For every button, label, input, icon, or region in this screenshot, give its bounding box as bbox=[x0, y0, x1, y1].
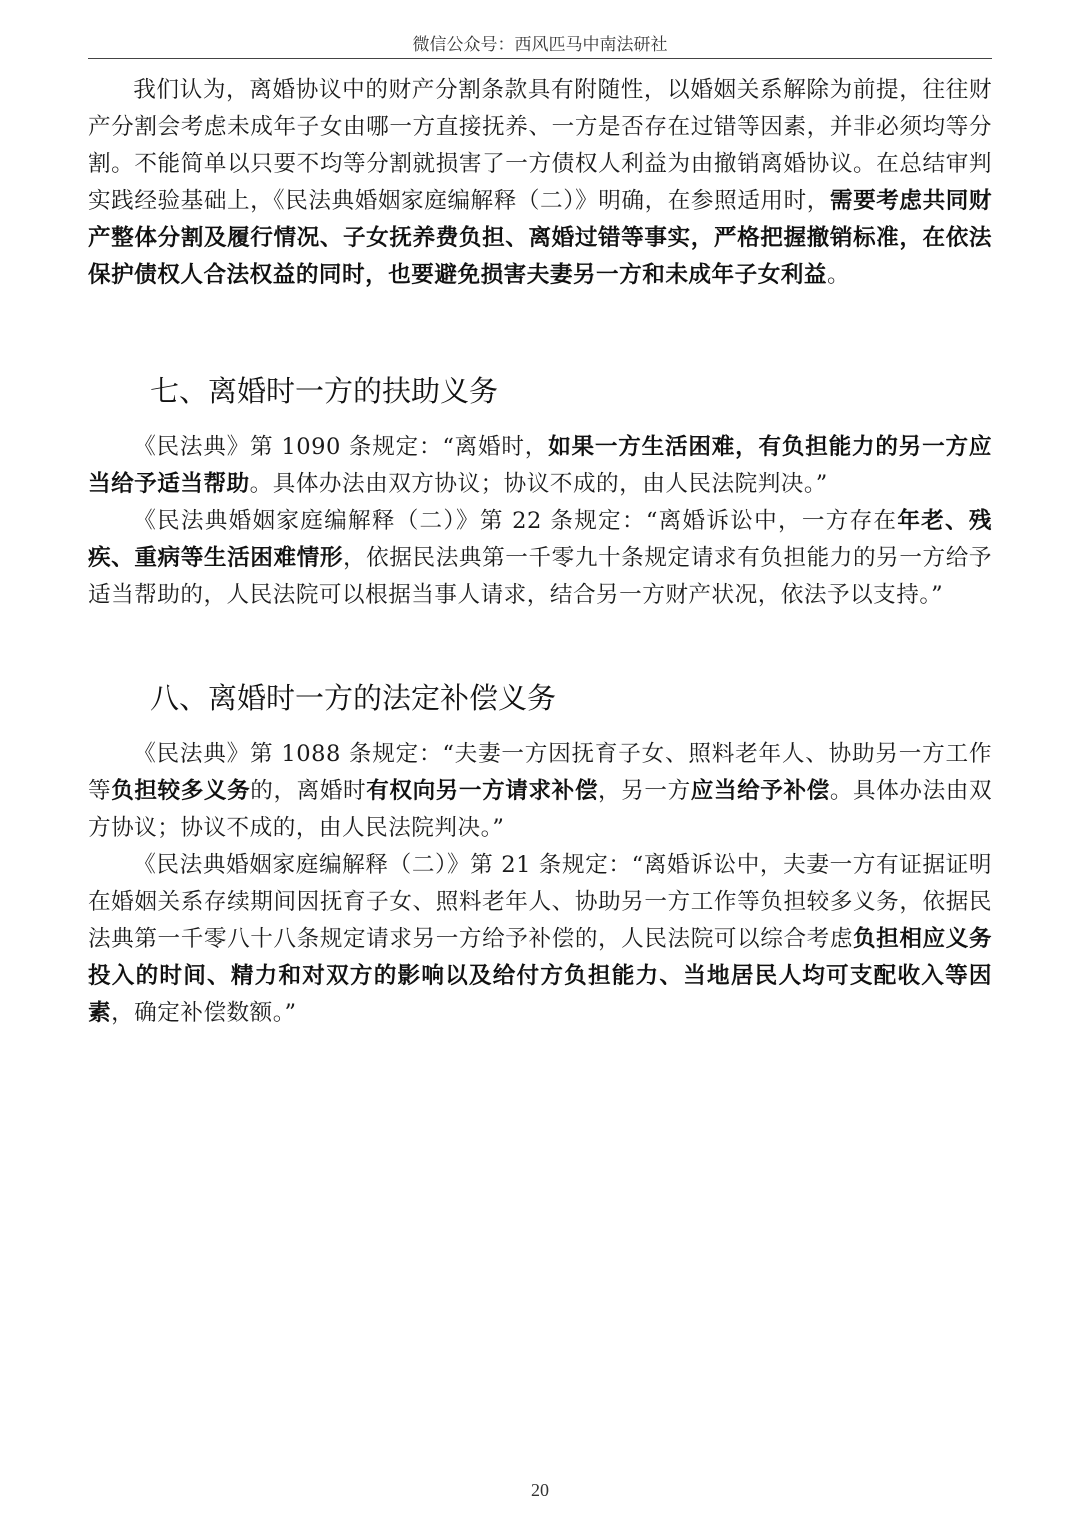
paragraph-text: 《民法典》第 1090 条规定：“离婚时， bbox=[133, 434, 549, 460]
paragraph-text: 《民法典婚姻家庭编解释（二）》第 22 条规定：“离婚诉讼中，一方存在 bbox=[133, 508, 898, 534]
paragraph-text: 。具体办法由双方协议；协议不成的，由人民法院判决。” bbox=[249, 471, 828, 497]
emphasis-text: 负担相应义务投入的时间、精力和对双方的影响以及给付方负担能力、当地居民人均可支配收入等因素 bbox=[88, 926, 993, 1026]
page-number: 20 bbox=[531, 1480, 549, 1500]
paragraph-text: ，依据民法典第一千零九十条规定请求有负担能力的另一方给予适当帮助的，人民法院可以根据当事人请求，结合另一方财产状况，依法予以支持。” bbox=[88, 545, 993, 608]
paragraph-interpretation-article-22 bbox=[88, 503, 992, 614]
emphasis-text: 如果一方生活困难，有负担能力的另一方应当给予适当帮助 bbox=[88, 434, 993, 497]
section-heading-7: 七、离婚时一方的扶助义务 bbox=[150, 374, 499, 408]
emphasis-text: 需要考虑共同财产整体分割及履行情况、子女抚养费负担、离婚过错等事实，严格把握撤销标准，在依法保护债权人合法权益的同时，也要避免损害夫妻另一方和未成年子女利益 bbox=[88, 188, 993, 288]
header-divider bbox=[88, 58, 992, 59]
paragraph-civil-code-1088 bbox=[88, 736, 992, 847]
paragraph-text: 《民法典》第 1088 条规定：“夫妻一方因抚育子女、照料老年人、协助另一方工作等 bbox=[88, 741, 992, 804]
paragraph-text: 的，离婚时 bbox=[250, 778, 367, 804]
paragraph-text: 《民法典婚姻家庭编解释（二）》第 21 条规定：“离婚诉讼中，夫妻一方有证据证明在婚姻关系存续期间因抚育子女、照料老年人、协助另一方工作等负担较多义务，依据民法典第一千零八十八条规定请求另一方给予补偿的，人民法院可以综合考虑 bbox=[88, 852, 992, 952]
paragraph-text: ，确定补偿数额。” bbox=[111, 1000, 297, 1026]
paragraph-text: ，另一方 bbox=[598, 778, 691, 804]
section-heading-8: 八、离婚时一方的法定补偿义务 bbox=[150, 681, 557, 715]
paragraph-text: 我们认为，离婚协议中的财产分割条款具有附随性，以婚姻关系解除为前提，往往财产分割会考虑未成年子女由哪一方直接抚养、一方是否存在过错等因素，并非必须均等分割。不能简单以只要不均等分割就损害了一方债权人利益为由撤销离婚协议。在总结审判实践经验基础上，《民法典婚姻家庭编解释（二）》明确，在参照适用时， bbox=[88, 77, 992, 214]
page-header: 微信公众号：西风匹马中南法研社 bbox=[412, 35, 668, 54]
emphasis-text: 负担较多义务 bbox=[111, 778, 251, 804]
emphasis-text: 年老、残疾、重病等生活困难情形 bbox=[88, 508, 993, 571]
emphasis-text: 有权向另一方请求补偿 bbox=[366, 778, 599, 804]
paragraph-text: 。 bbox=[827, 262, 851, 288]
paragraph-interpretation-article-21 bbox=[88, 847, 992, 1032]
paragraph-text: 。具体办法由双方协议；协议不成的，由人民法院判决。” bbox=[88, 778, 993, 841]
paragraph-divorce-agreement-opinion bbox=[88, 72, 992, 294]
paragraph-civil-code-1090 bbox=[88, 429, 992, 503]
emphasis-text: 应当给予补偿 bbox=[690, 778, 830, 804]
document-body bbox=[88, 72, 992, 1032]
